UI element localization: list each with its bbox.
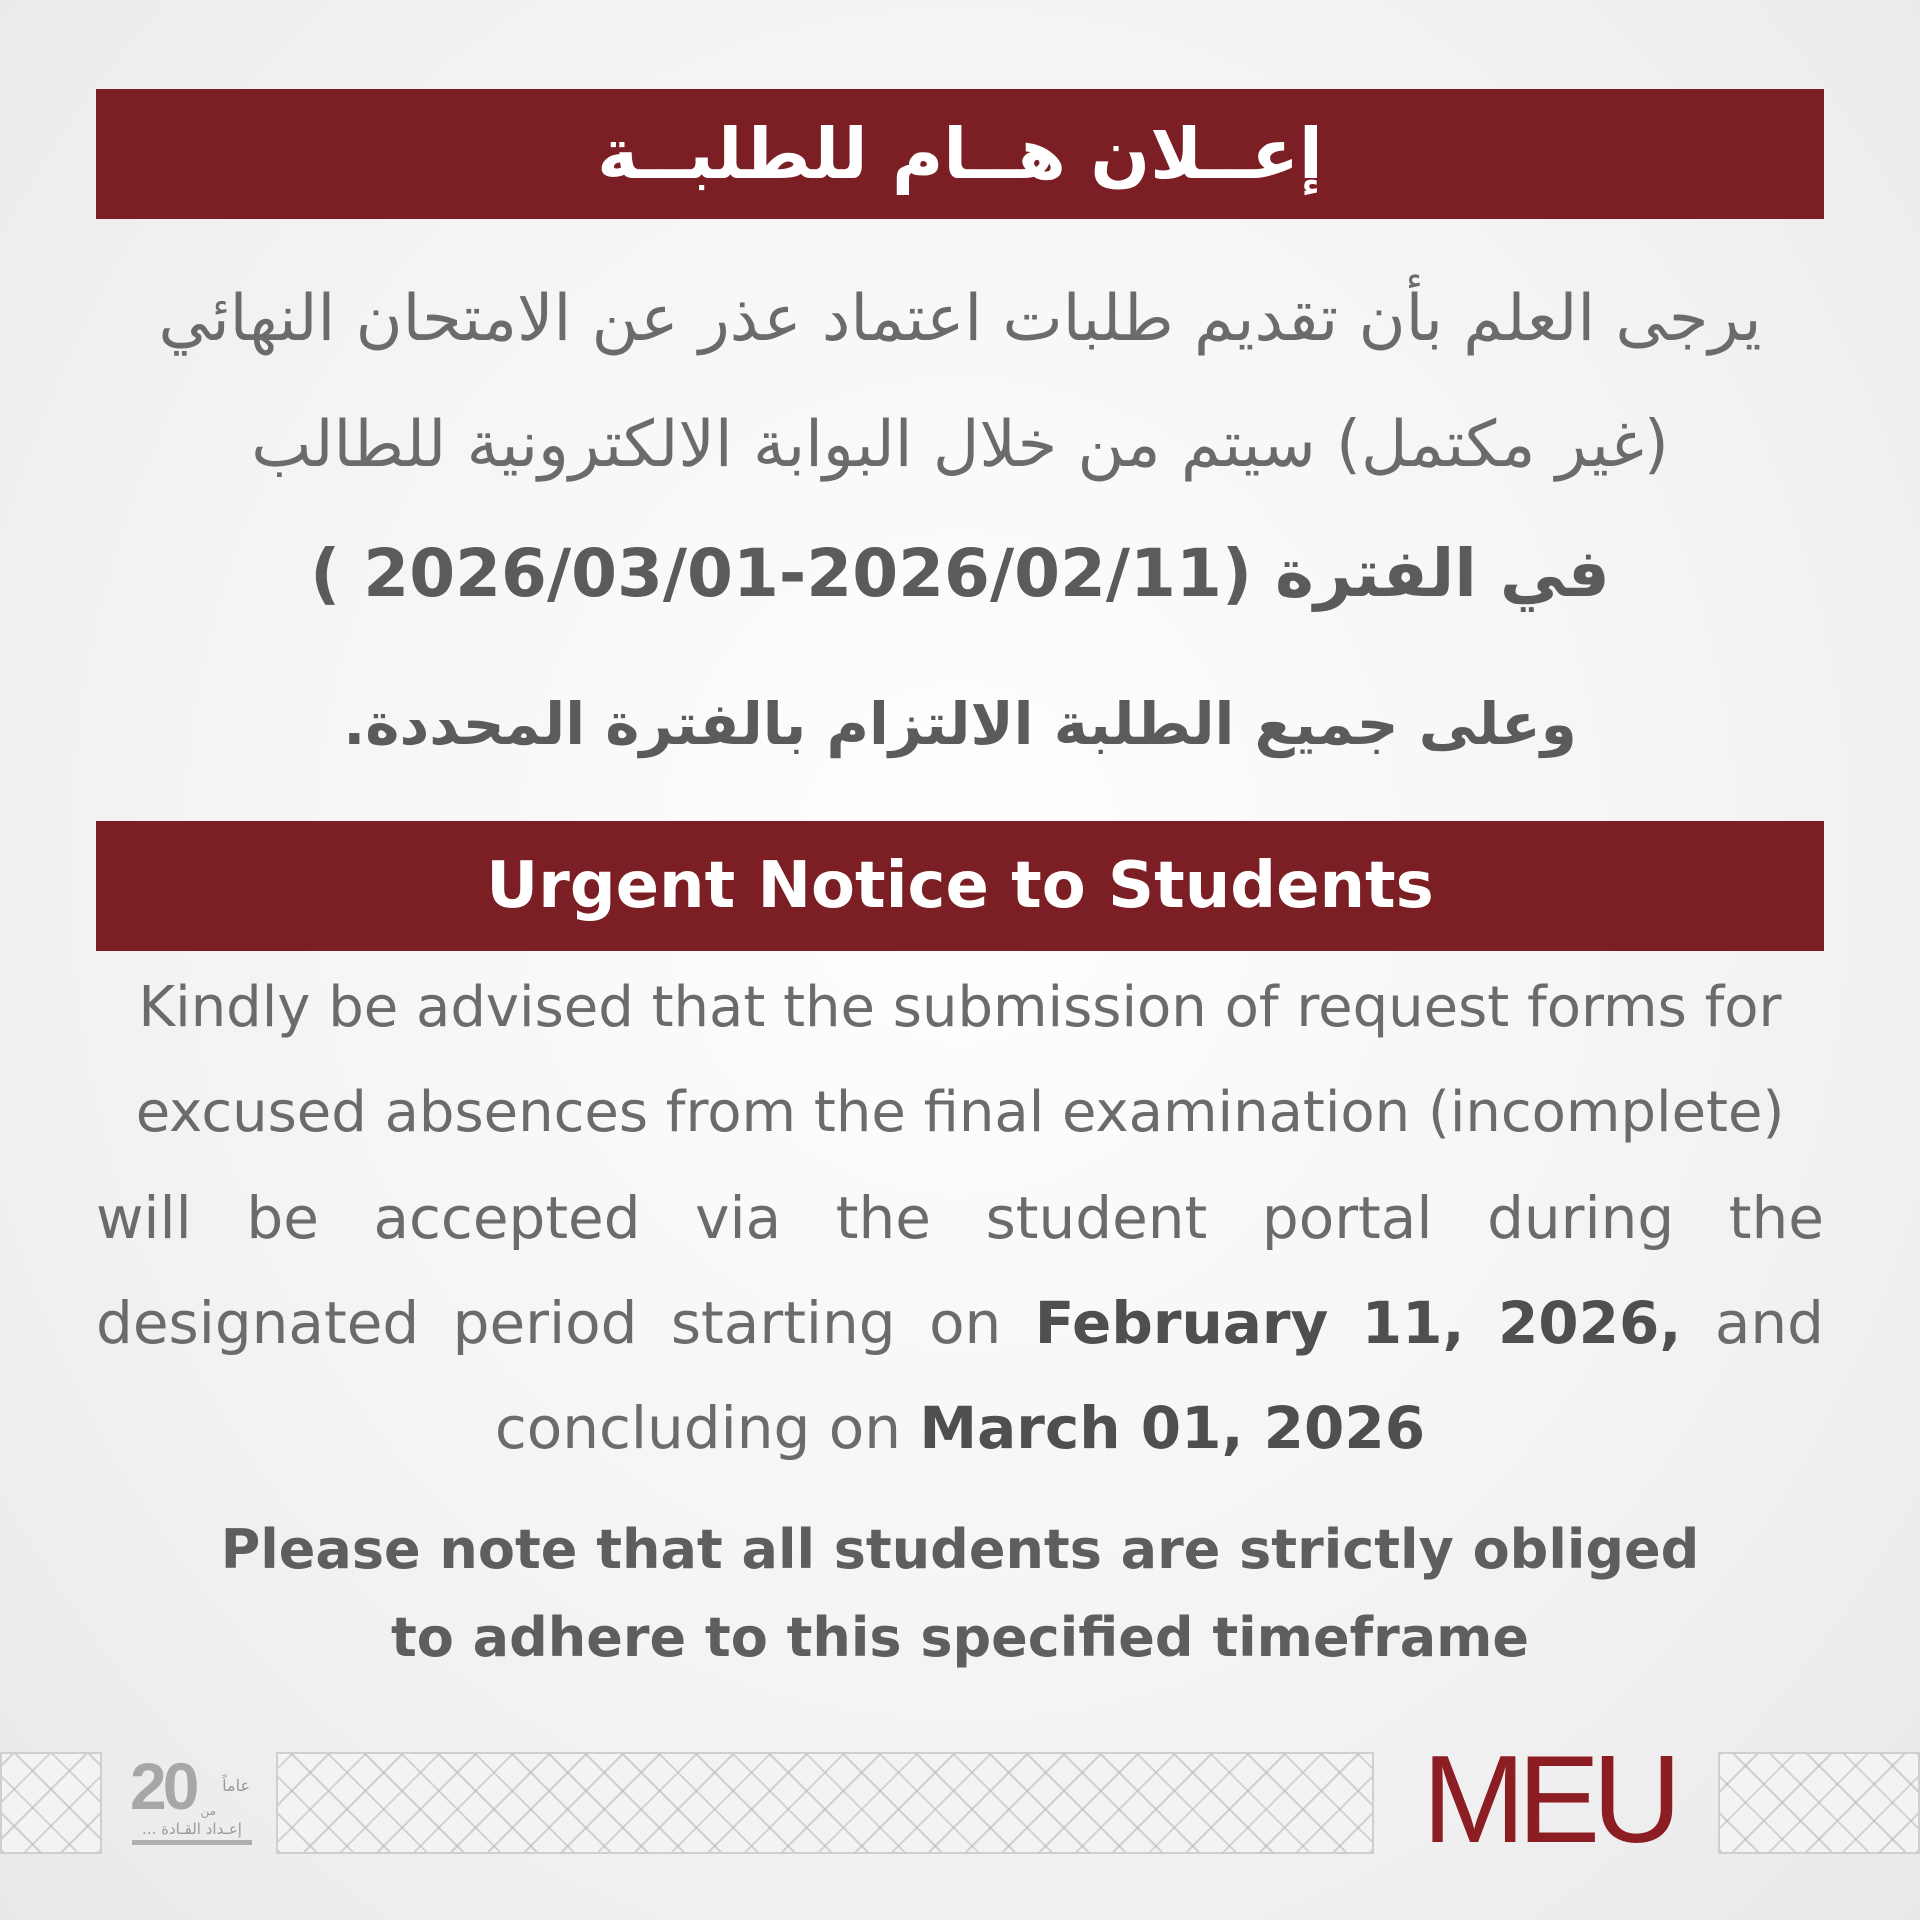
arabic-line-period: في الفترة (2026/02/11-2026/03/01 ) — [310, 535, 1610, 612]
arabic-title: إعــلان هــام للطلبــة — [597, 113, 1323, 195]
word: the — [1728, 1184, 1824, 1252]
word: starting — [670, 1289, 896, 1357]
arabic-line-2: (غير مكتمل) سيتم من خلال البوابة الالكترونية للطالب — [251, 408, 1669, 482]
english-line-1: Kindly be advised that the submission of request forms for — [138, 975, 1782, 1040]
arabic-line-obligation: وعلى جميع الطلبة الالتزام بالفترة المحددة. — [343, 690, 1577, 758]
word: will — [96, 1184, 192, 1252]
english-line-2: excused absences from the final examination (incomplete) — [135, 1080, 1785, 1145]
note-line-1: Please note that all students are strictly obliged — [220, 1518, 1700, 1581]
word: portal — [1261, 1184, 1433, 1252]
word: period — [452, 1289, 638, 1357]
english-title: Urgent Notice to Students — [486, 849, 1434, 923]
word: accepted — [373, 1184, 641, 1252]
word: during — [1487, 1184, 1675, 1252]
english-line-4 — [96, 1273, 1824, 1373]
word: student — [985, 1184, 1208, 1252]
english-title-banner — [96, 821, 1824, 951]
footer-pattern-right — [1718, 1752, 1920, 1854]
badge-years: عاماً — [222, 1776, 250, 1795]
word: designated — [96, 1289, 420, 1357]
english-line-5 — [96, 1378, 1824, 1478]
arabic-title-banner — [96, 89, 1824, 219]
anniversary-badge — [122, 1748, 258, 1858]
badge-tagline: إعـداد القـادة ... — [132, 1820, 252, 1845]
word: the — [835, 1184, 931, 1252]
note-line-2: to adhere to this specified timeframe — [390, 1606, 1530, 1669]
arabic-line-1: يرجى العلم بأن تقديم طلبات اعتماد عذر عن الامتحان النهائي — [158, 282, 1762, 356]
start-date-day: 11, — [1361, 1289, 1465, 1357]
badge-number: 20 — [130, 1749, 196, 1823]
word: and — [1714, 1289, 1824, 1357]
start-date-year: 2026, — [1497, 1289, 1682, 1357]
concluding-text: concluding on — [494, 1394, 920, 1462]
meu-logo: MEU — [1422, 1731, 1674, 1869]
word: be — [246, 1184, 319, 1252]
word: on — [929, 1289, 1002, 1357]
footer-pattern-left — [0, 1752, 102, 1854]
english-line-3 — [96, 1168, 1824, 1268]
start-date-month: February — [1034, 1289, 1329, 1357]
end-date: March 01, 2026 — [919, 1394, 1426, 1462]
badge-from: من — [200, 1804, 216, 1818]
word: via — [695, 1184, 782, 1252]
footer-pattern-middle — [276, 1752, 1374, 1854]
